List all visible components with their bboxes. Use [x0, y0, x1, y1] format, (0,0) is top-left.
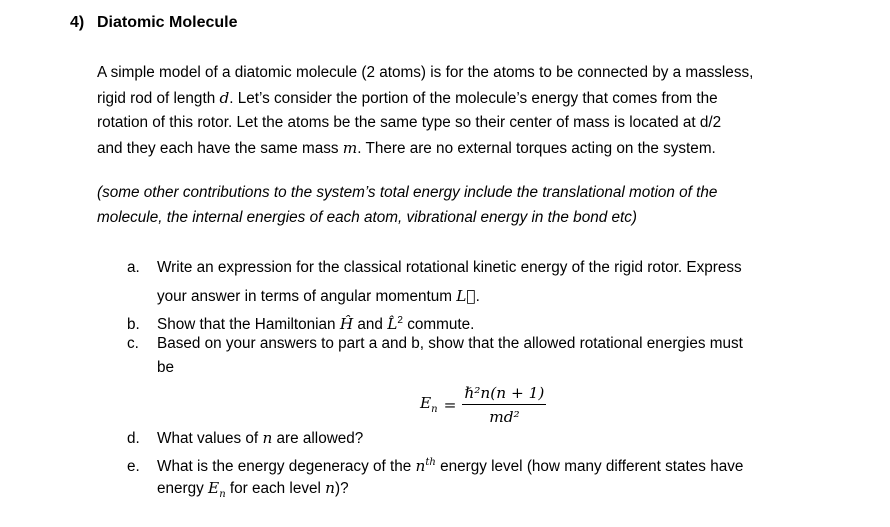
symbol-E-n: $E_n$ — [208, 479, 226, 501]
aside-line-1: (some other contributions to the system’s total energy include the translational motion of the — [97, 184, 718, 201]
item-b-mark: b. — [127, 316, 140, 334]
item-a-continuation: your answer in terms of angular momentum L⃗. — [157, 287, 480, 305]
item-a — [127, 256, 742, 281]
item-c-continuation: be — [157, 359, 175, 376]
symbol-n-th: $n^{th}$ — [415, 457, 436, 476]
symbol-d: d — [219, 88, 230, 107]
problem-title: Diatomic Molecule — [97, 14, 238, 31]
intro-line-1: A simple model of a diatomic molecule (2 atoms) is for the atoms to be connected by a massless, — [97, 64, 754, 81]
equation-lhs: $E_n$ — [420, 394, 438, 416]
equation-denominator: md² — [489, 408, 520, 426]
symbol-H-hat: Ĥ — [339, 315, 354, 334]
symbol-n-level: n — [325, 479, 335, 497]
item-c-line-1: Based on your answers to part a and b, show that the allowed rotational energies must — [157, 335, 743, 352]
intro-paragraph — [97, 61, 837, 161]
intro-line-2: rigid rod of length d. Let’s consider the portion of the molecule’s energy that comes from the — [97, 88, 718, 107]
item-d-mark: d. — [127, 430, 140, 447]
item-d: d. What values of n are allowed? — [127, 426, 363, 452]
aside-note — [97, 181, 837, 230]
equation-numerator: ℏ²n(n + 1) — [462, 384, 546, 405]
problem-heading — [70, 14, 237, 32]
equation-fraction — [462, 384, 546, 426]
item-e: e. What is the energy degeneracy of the $n^{th}$ energy level (how many different states have — [127, 451, 743, 480]
aside-line-2: molecule, the internal energies of each atom, vibrational energy in the bond etc) — [97, 208, 637, 226]
item-b: b. Show that the Hamiltonian Ĥ and L̂$^2$ commute. — [127, 309, 474, 338]
item-c — [127, 332, 743, 357]
item-e-mark: e. — [127, 458, 140, 476]
symbol-m: m — [342, 138, 358, 157]
symbol-L-vector: L⃗ — [456, 287, 476, 305]
item-e-continuation: energy $E_n$ for each level n)? — [157, 479, 349, 501]
intro-line-4: and they each have the same mass m. There are no external torques acting on the system. — [97, 138, 716, 157]
item-a-mark: a. — [127, 259, 140, 276]
item-a-line-1: Write an expression for the classical rotational kinetic energy of the rigid rotor. Express — [157, 259, 742, 276]
symbol-n: n — [262, 429, 273, 447]
intro-line-3: rotation of this rotor. Let the atoms be the same type so their center of mass is located at d/2 — [97, 114, 722, 132]
problem-number: 4) — [70, 14, 85, 31]
equation-equals: = — [443, 396, 457, 414]
symbol-L-hat: L̂ — [387, 315, 398, 334]
energy-equation — [420, 384, 546, 426]
item-c-mark: c. — [127, 335, 139, 352]
